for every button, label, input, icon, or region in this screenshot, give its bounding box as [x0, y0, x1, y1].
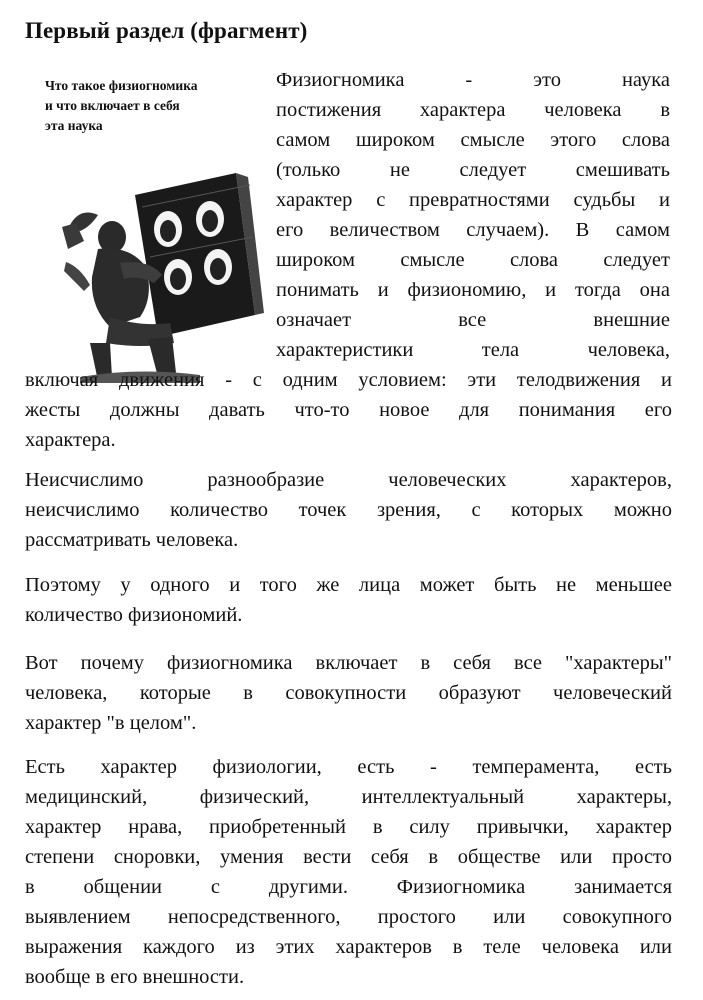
text-line: в общении с другими. Физиогномика занимается [25, 876, 672, 898]
engraving-illustration [50, 167, 265, 387]
text-line: рассматривать человека. [25, 529, 239, 551]
paragraph-4 [25, 648, 672, 738]
text-line: означает все внешние [276, 309, 670, 331]
caption-line: Что такое физиогномика [45, 78, 198, 93]
text-line: Вот почему физиогномика включает в себя все "характеры" [25, 652, 672, 674]
text-line: характер "в целом". [25, 712, 197, 734]
text-line: характер нрава, приобретенный в силу привычки, характер [25, 816, 672, 838]
text-line: самом широком смысле этого слова [276, 129, 670, 151]
text-line: широком смысле слова следует [276, 249, 670, 271]
paragraph-5 [25, 752, 672, 992]
section-heading: Первый раздел (фрагмент) [25, 18, 308, 43]
text-line: вообще в его внешности. [25, 966, 245, 988]
paragraph-2 [25, 465, 672, 555]
text-line: Неисчислимо разнообразие человеческих характеров, [25, 469, 672, 491]
text-line: понимать и физиономию, и тогда она [276, 279, 670, 301]
caption-line: и что включает в себя [45, 98, 180, 113]
text-line: выявлением непосредственного, простого или совокупного [25, 906, 672, 928]
text-line: жесты должны давать что-то новое для понимания его [25, 399, 672, 421]
caption-line: эта наука [45, 118, 103, 133]
text-line: Физиогномика - это наука [276, 69, 670, 91]
wrapped-paragraph [276, 65, 670, 365]
text-line: его величеством случаем). В самом [276, 219, 670, 241]
text-line: Есть характер физиологии, есть - темперамента, есть [25, 756, 672, 778]
text-line: характер с превратностями судьбы и [276, 189, 670, 211]
paragraph-3 [25, 570, 672, 630]
text-line: (только не следует смешивать [276, 159, 670, 181]
figure-caption [45, 76, 265, 136]
portrait-board [135, 173, 264, 337]
text-line: характеристики тела человека, [276, 339, 670, 361]
text-line: Поэтому у одного и того же лица может быть не меньшее [25, 574, 672, 596]
text-line: количество физиономий. [25, 604, 243, 626]
text-line: постижения характера человека в [276, 99, 670, 121]
paragraph-1 [25, 365, 672, 455]
text-line: неисчислимо количество точек зрения, с которых можно [25, 499, 672, 521]
text-line: характера. [25, 429, 116, 451]
text-line: включая движения - с одним условием: эти телодвижения и [25, 369, 672, 391]
text-line: медицинский, физический, интеллектуальный характеры, [25, 786, 672, 808]
figure-block [42, 72, 274, 342]
text-line: выражения каждого из этих характеров в теле человека или [25, 936, 672, 958]
text-line: человека, которые в совокупности образуют человеческий [25, 682, 672, 704]
text-line: степени сноровки, умения вести себя в обществе или просто [25, 846, 672, 868]
